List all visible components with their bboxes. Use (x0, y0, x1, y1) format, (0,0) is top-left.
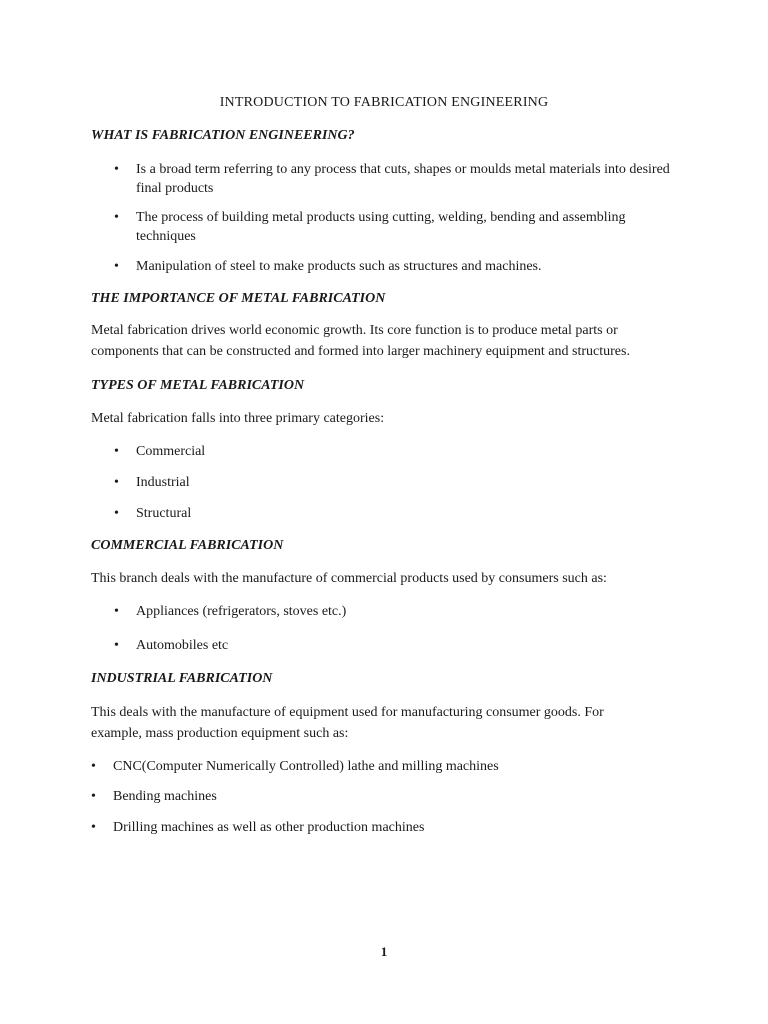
bullet-marker: • (91, 789, 96, 804)
list-item: The process of building metal products using cutting, welding, bending and assembling techniques (136, 210, 626, 244)
list-item: Appliances (refrigerators, stoves etc.) (136, 604, 347, 619)
paragraph: Metal fabrication falls into three primary categories: (91, 411, 385, 426)
bullet-marker: • (114, 604, 119, 619)
list-item: Industrial (136, 475, 190, 490)
section-heading-importance: THE IMPORTANCE OF METAL FABRICATION (91, 291, 386, 306)
section-heading-what-is: WHAT IS FABRICATION ENGINEERING? (91, 128, 355, 143)
bullet-marker: • (114, 162, 119, 177)
paragraph-line: example, mass production equipment such as: (91, 726, 349, 741)
bullet-marker: • (91, 759, 96, 774)
section-heading-industrial: INDUSTRIAL FABRICATION (91, 671, 273, 686)
list-item: Commercial (136, 444, 206, 459)
bullet-marker: • (114, 506, 119, 521)
bullet-marker: • (114, 210, 119, 225)
list-item: Is a broad term referring to any process that cuts, shapes or moulds metal materials into desired final products (136, 162, 670, 196)
paragraph-line: This deals with the manufacture of equipment used for manufacturing consumer goods. For (91, 705, 604, 720)
list-item: Automobiles etc (136, 638, 229, 653)
paragraph-line: components that can be constructed and formed into larger machinery equipment and structures. (91, 344, 630, 359)
bullet-marker: • (91, 820, 96, 835)
list-item: Manipulation of steel to make products such as structures and machines. (136, 259, 542, 274)
page-number: 1 (380, 944, 388, 959)
bullet-marker: • (114, 444, 119, 459)
list-item: Bending machines (113, 789, 217, 804)
list-item: Structural (136, 506, 192, 521)
bullet-marker: • (114, 475, 119, 490)
section-heading-commercial: COMMERCIAL FABRICATION (91, 538, 284, 553)
paragraph-line: Metal fabrication drives world economic growth. Its core function is to produce metal parts or (91, 323, 618, 338)
section-heading-types: TYPES OF METAL FABRICATION (91, 378, 305, 393)
bullet-marker: • (114, 638, 119, 653)
bullet-marker: • (114, 259, 119, 274)
list-item: Drilling machines as well as other production machines (113, 820, 425, 835)
document-title: INTRODUCTION TO FABRICATION ENGINEERING (219, 95, 549, 110)
list-item: CNC(Computer Numerically Controlled) lathe and milling machines (113, 759, 499, 774)
paragraph: This branch deals with the manufacture of commercial products used by consumers such as: (91, 571, 607, 586)
